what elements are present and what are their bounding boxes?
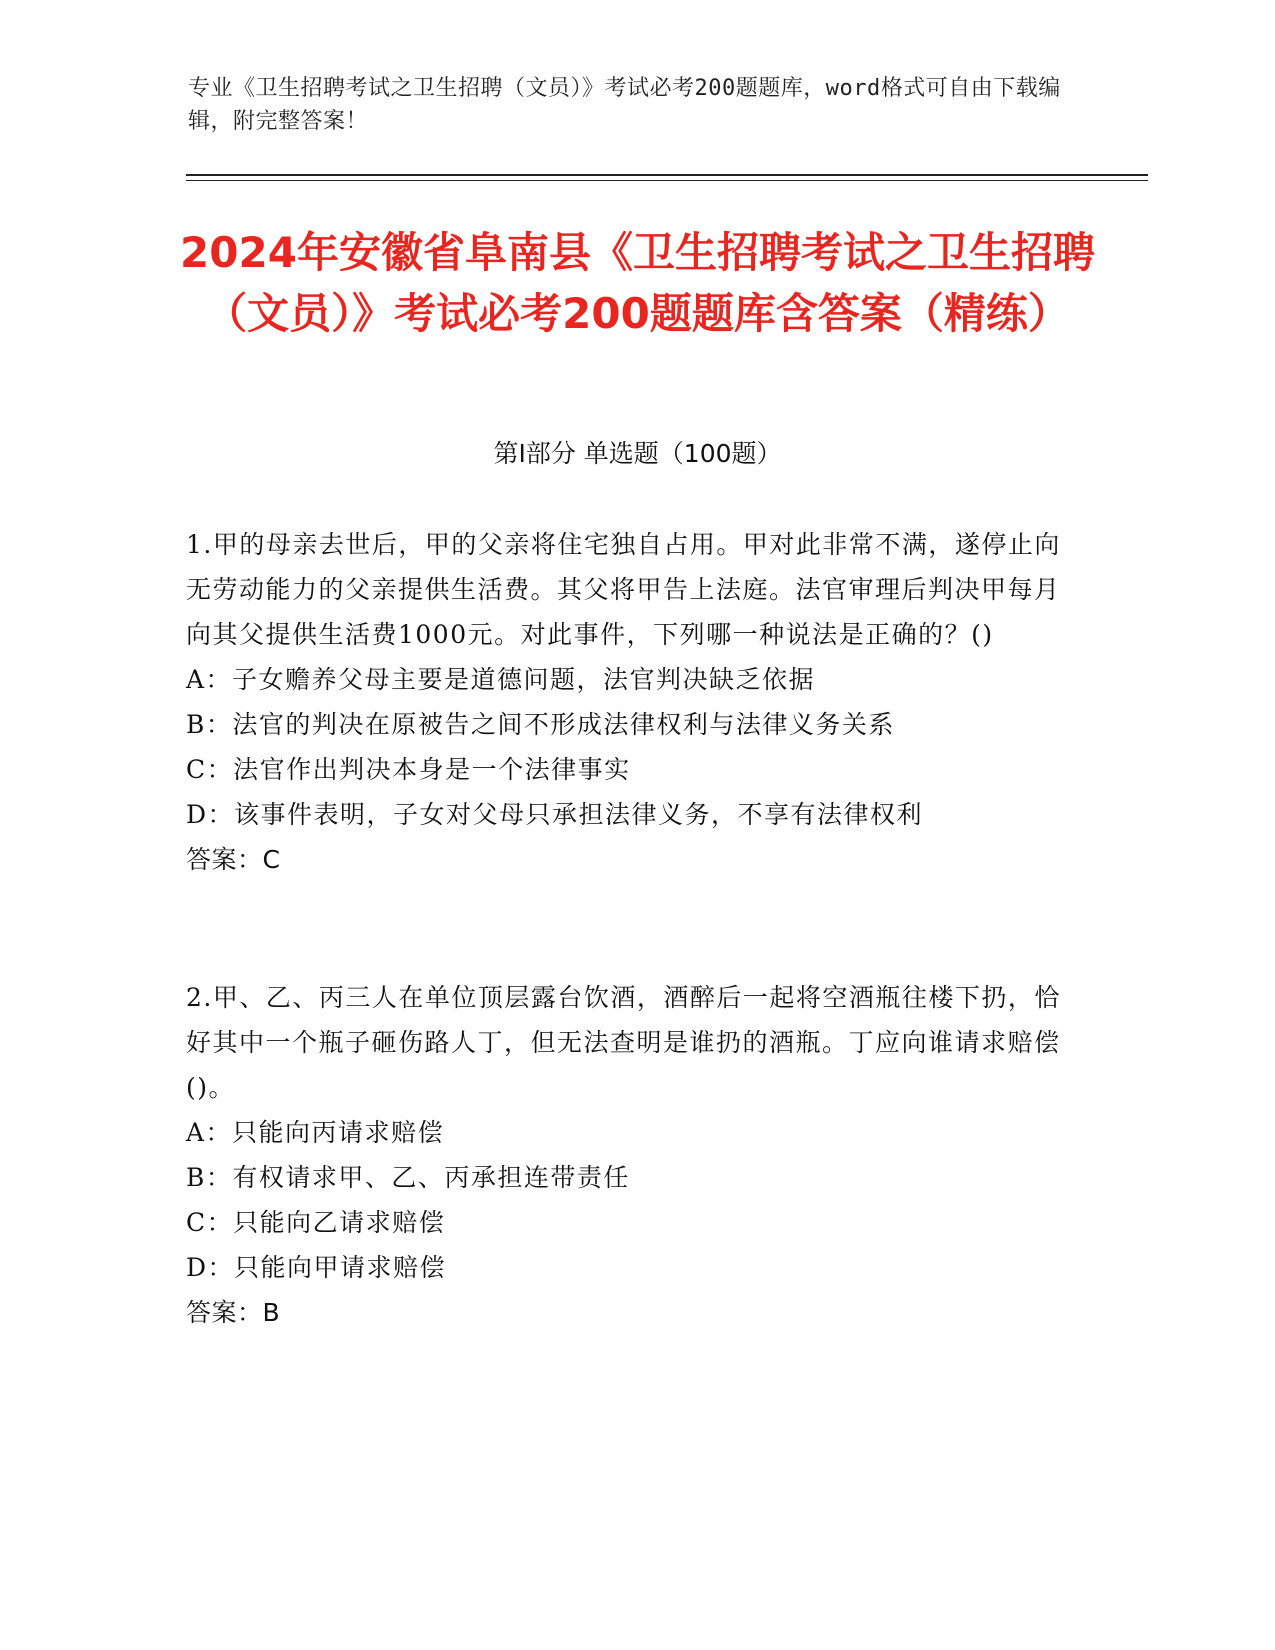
question-2 bbox=[186, 975, 1066, 1335]
question-1 bbox=[186, 522, 1066, 882]
header-divider-thick bbox=[186, 174, 1148, 176]
option-b: B：有权请求甲、乙、丙承担连带责任 bbox=[186, 1163, 630, 1192]
option-c: C：只能向乙请求赔偿 bbox=[186, 1208, 446, 1237]
option-d: D：该事件表明，子女对父母只承担法律义务，不享有法律权利 bbox=[186, 800, 924, 829]
option-a: A：只能向丙请求赔偿 bbox=[186, 1118, 445, 1147]
header-divider-thin bbox=[186, 180, 1148, 181]
option-d: D：只能向甲请求赔偿 bbox=[186, 1253, 447, 1282]
question-stem: 1.甲的母亲去世后，甲的父亲将住宅独自占用。甲对此非常不满，遂停止向无劳动能力的父亲提供生活费。其父将甲告上法庭。法官审理后判决甲每月向其父提供生活费1000元。对此事件，下列哪一种说法是正确的？() bbox=[186, 530, 1061, 649]
section-heading: 第I部分 单选题（100题） bbox=[493, 439, 782, 468]
option-c: C：法官作出判决本身是一个法律事实 bbox=[186, 755, 631, 784]
option-b: B：法官的判决在原被告之间不形成法律权利与法律义务关系 bbox=[186, 710, 895, 739]
answer-line: 答案：B bbox=[186, 1298, 281, 1327]
document-title: 2024年安徽省阜南县《卫生招聘考试之卫生招聘（文员）》考试必考200题题库含答案（精练） bbox=[180, 228, 1095, 338]
option-a: A：子女赡养父母主要是道德问题，法官判决缺乏依据 bbox=[186, 665, 816, 694]
answer-line: 答案：C bbox=[186, 845, 281, 874]
header-note: 专业《卫生招聘考试之卫生招聘（文员）》考试必考200题题库，word格式可自由下载编辑，附完整答案！ bbox=[188, 76, 1061, 134]
question-stem: 2.甲、乙、丙三人在单位顶层露台饮酒，酒醉后一起将空酒瓶往楼下扔，恰好其中一个瓶子砸伤路人丁，但无法查明是谁扔的酒瓶。丁应向谁请求赔偿()。 bbox=[186, 983, 1061, 1102]
